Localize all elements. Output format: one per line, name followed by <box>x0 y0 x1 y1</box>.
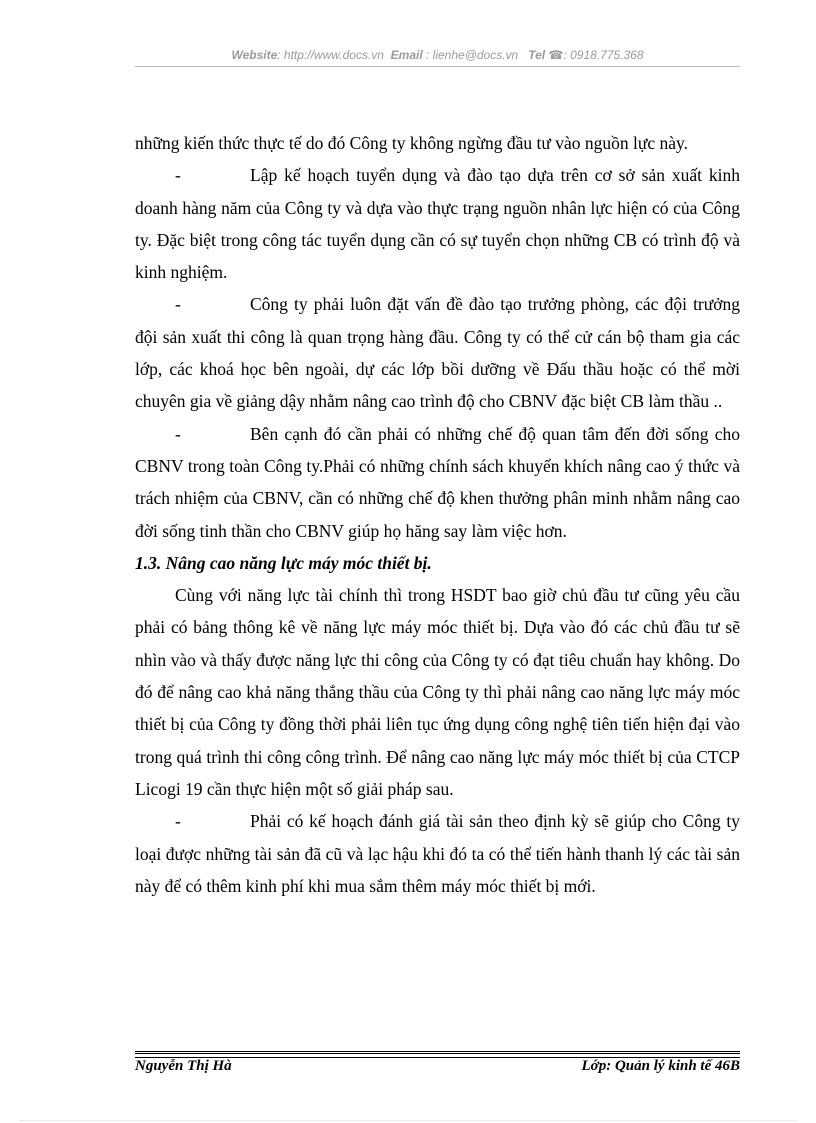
bullet-paragraph-assets: - Phải có kế hoạch đánh giá tài sản theo định kỳ sẽ giúp cho Công ty loại được những tài sản đã cũ và lạc hậu khi đó ta có thể tiến hành thanh lý các tài sản này để có thêm kinh phí khi mua sắm thêm máy móc thiết bị mới. <box>135 805 740 902</box>
paragraph-1: những kiến thức thực tế do đó Công ty không ngừng đầu tư vào nguồn lực này. <box>135 133 688 153</box>
bullet-dash: - <box>175 811 181 832</box>
footer-author: Nguyễn Thị Hà <box>135 1058 232 1074</box>
bullet-paragraph-recruitment: - Lập kế hoạch tuyển dụng và đào tạo dựa trên cơ sở sản xuất kinh doanh hàng năm của Công ty và dựa vào thực trạng nguồn nhân lực hiện có của Công ty. Đặc biệt trong công tác tuyển dụng cần có sự tuyển chọn những CB có trình độ và kinh nghiệm. <box>135 159 740 288</box>
header-divider <box>135 66 740 67</box>
bullet-paragraph-welfare: - Bên cạnh đó cần phải có những chế độ quan tâm đến đời sống cho CBNV trong toàn Công ty.Phải có những chính sách khuyến khích nâng cao ý thức và trách nhiệm của CBNV, cần có những chế độ khen thưởng phân minh nhằm nâng cao đời sống tinh thần cho CBNV giúp họ hăng say làm việc hơn. <box>135 418 740 547</box>
website-label: Website <box>231 48 278 62</box>
document-body <box>135 127 740 902</box>
phone-icon: ☎ <box>548 48 564 62</box>
footer-class: Lớp: Quản lý kinh tế 46B <box>581 1058 740 1074</box>
section-heading: 1.3. Nâng cao năng lực máy móc thiết bị. <box>135 552 432 573</box>
tel-number: : 0918.775.368 <box>563 48 644 62</box>
bullet-dash: - <box>175 165 181 186</box>
page-header <box>135 48 740 62</box>
tel-label: Tel <box>528 48 546 62</box>
email-label: Email <box>390 48 423 62</box>
website-url[interactable]: : http://www.docs.vn <box>277 48 384 62</box>
page-edge <box>20 1120 796 1121</box>
paragraph-equipment: Cùng với năng lực tài chính thì trong HSDT bao giờ chủ đầu tư cũng yêu cầu phải có bảng thông kê về năng lực máy móc thiết bị. Dựa vào đó các chủ đầu tư sẽ nhìn vào và thấy được năng lực thi công của Công ty có đạt tiêu chuẩn hay không. Do đó để nâng cao khả năng thắng thầu của Công ty thì phải nâng cao năng lực máy móc thiết bị của Công ty đồng thời phải liên tục ứng dụng công nghệ tiên tiến hiện đại vào trong quá trình thi công công trình. Để nâng cao năng lực máy móc thiết bị của CTCP Licogi 19 cần thực hiện một số giải pháp sau. <box>135 585 740 799</box>
email-address[interactable]: : lienhe@docs.vn <box>426 48 519 62</box>
bullet-dash: - <box>175 294 181 315</box>
bullet-paragraph-training: - Công ty phải luôn đặt vấn đề đào tạo trưởng phòng, các đội trưởng đội sản xuất thi công là quan trọng hàng đầu. Công ty có thể cử cán bộ tham gia các lớp, các khoá học bên ngoài, dự các lớp bồi dưỡng về Đấu thầu hoặc có thể mời chuyên gia về giảng dậy nhằm nâng cao trình độ cho CBNV đặc biệt CB làm thầu .. <box>135 288 740 417</box>
bullet-dash: - <box>175 423 181 444</box>
footer-double-divider <box>135 1051 740 1054</box>
